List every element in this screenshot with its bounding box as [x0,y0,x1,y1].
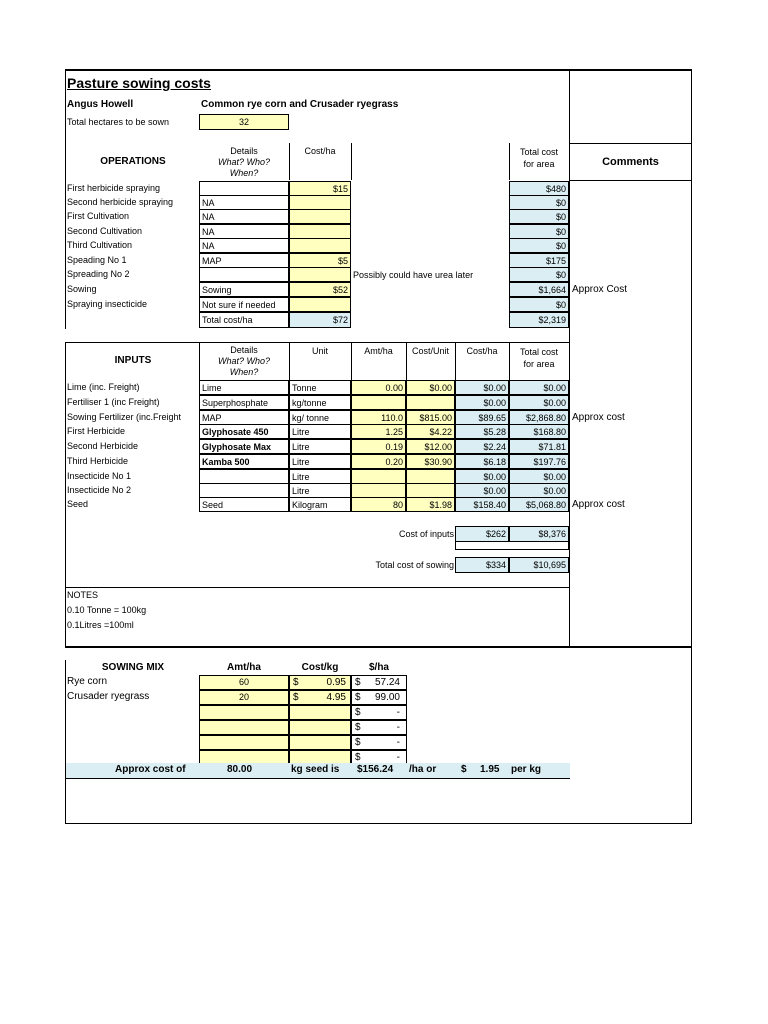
ops-row-cost[interactable]: $52 [289,282,351,297]
input-row-amt[interactable]: 80 [351,497,406,512]
input-row-unit[interactable]: Kilogram [289,497,351,512]
input-row-detail[interactable] [199,483,289,498]
input-row-cost-unit[interactable]: $12.00 [406,439,455,454]
input-row-detail[interactable]: Glyphosate Max [199,439,289,454]
mix-row-cost-cell[interactable] [289,705,351,720]
input-row-name: Lime (inc. Freight) [67,382,140,392]
ops-details-header [199,146,289,179]
ops-row-name: Spreading No 2 [67,269,130,279]
comments-header-line-top [569,143,692,144]
mix-row-amt[interactable] [199,720,289,735]
input-row-unit[interactable]: Litre [289,483,351,498]
mix-row-sha: - [396,707,400,718]
input-row-cost-ha: $158.40 [455,497,509,512]
input-row-cost-unit[interactable]: $0.00 [406,380,455,395]
ops-row-cost[interactable]: $15 [289,181,351,196]
cost-of-inputs-spacer [455,542,569,550]
mix-row-amt[interactable] [199,735,289,750]
notes-top-line [65,587,570,588]
frame-left-mid [65,342,66,647]
mix-row-sha: - [396,722,400,733]
ops-row-total: $0 [509,297,569,312]
summary-mid: kg seed is [291,764,340,775]
inputs-header-divider-0 [199,342,200,380]
input-row-cost-ha: $0.00 [455,380,509,395]
input-row-total: $197.76 [509,454,569,469]
inputs-total-header-1: Total cost [519,347,559,357]
input-row-total: $2,868.80 [509,410,569,425]
input-row-amt[interactable]: 110.0 [351,410,406,425]
inputs-cost-ha-header: Cost/ha [466,346,498,356]
input-row-detail[interactable]: Lime [199,380,289,395]
input-row-total: $5,068.80 [509,497,569,512]
input-row-unit[interactable]: kg/ tonne [289,410,351,425]
mix-row-sha-currency: $ [355,737,361,748]
input-row-name: Insecticide No 2 [67,485,132,495]
inputs-details-header-1: Details [230,345,258,355]
mix-row-sha-currency: $ [355,692,361,703]
input-row-cost-ha: $0.00 [455,395,509,410]
summary-per-kg: 1.95 [480,764,500,775]
ops-row-comment: Approx Cost [572,284,628,295]
input-row-name: Third Herbicide [67,456,129,466]
summary-label: Approx cost of [115,764,186,775]
ops-row-total: $1,664 [509,282,569,297]
comments-header: Comments [602,156,659,168]
ops-row-detail[interactable]: NA [199,195,289,210]
ops-row-name: Third Cultivation [67,240,133,250]
input-row-detail[interactable] [199,469,289,484]
input-row-detail[interactable]: Seed [199,497,289,512]
input-row-amt[interactable]: 0.00 [351,380,406,395]
ops-total-cost-ha: $72 [289,312,351,328]
mix-row-sha-currency: $ [355,707,361,718]
mix-amt-header: Amt/ha [227,662,261,673]
cost-of-inputs-ha: $262 [455,526,509,542]
ops-row-detail[interactable]: Not sure if needed [199,297,289,312]
input-row-detail[interactable]: MAP [199,410,289,425]
ops-total-label: Total cost/ha [199,312,289,328]
mix-row-amt[interactable]: 20 [199,690,289,705]
ops-row-total: $0 [509,267,569,282]
notes-line-1: 0.10 Tonne = 100kg [67,605,147,615]
input-row-unit[interactable]: Litre [289,454,351,469]
cost-of-inputs-total: $8,376 [509,526,569,542]
inputs-amt-header: Amt/ha [364,346,393,356]
input-row-cost-ha: $0.00 [455,469,509,484]
ops-row-cost[interactable]: $5 [289,253,351,268]
notes-line-2: 0.1Litres =100ml [67,620,134,630]
total-sowing-total: $10,695 [509,557,569,573]
ops-row-name: Second herbicide spraying [67,197,174,207]
hectares-label: Total hectares to be sown [67,117,170,127]
mix-row-sha: - [396,752,400,763]
ops-details-header-2: What? Who? [217,157,271,167]
page-title: Pasture sowing costs [67,75,211,91]
ops-row-name: Spraying insecticide [67,299,148,309]
ops-cost-header: Cost/ha [304,146,336,156]
mix-row-currency: $ [293,677,299,688]
ops-row-detail[interactable]: NA [199,209,289,224]
input-row-name: Second Herbicide [67,441,139,451]
input-row-total: $0.00 [509,380,569,395]
ops-row-cost[interactable] [289,224,351,239]
ops-row-detail[interactable] [199,267,289,282]
ops-row-detail[interactable] [199,181,289,196]
mix-row-cost: 0.95 [326,677,346,688]
input-row-unit[interactable]: Litre [289,469,351,484]
frame-bottom [65,823,692,824]
ops-row-name: Sowing [67,284,97,294]
input-row-amt[interactable]: 0.20 [351,454,406,469]
ops-total-cost-area: $2,319 [509,312,569,328]
input-row-unit[interactable]: Litre [289,424,351,439]
input-row-total: $168.80 [509,424,569,439]
input-row-name: Fertiliser 1 (inc Freight) [67,397,160,407]
mix-row-cost-cell[interactable] [289,690,351,705]
comments-header-line-bottom [569,180,692,181]
input-row-cost-unit[interactable] [406,395,455,410]
inputs-total-header [509,346,569,370]
inputs-details-header-2: What? Who? [217,356,271,366]
mix-cost-header: Cost/kg [301,662,339,673]
mix-row-sha-cell [351,705,407,720]
input-row-cost-ha: $0.00 [455,483,509,498]
mix-row-sha: - [396,737,400,748]
input-row-unit[interactable]: Litre [289,439,351,454]
input-row-unit[interactable]: Tonne [289,380,351,395]
input-row-detail[interactable]: Superphosphate [199,395,289,410]
ops-row-cost[interactable] [289,267,351,282]
input-row-name: Insecticide No 1 [67,471,132,481]
summary-currency: $ [461,764,467,775]
total-sowing-ha: $334 [455,557,509,573]
urea-note: Possibly could have urea later [353,270,474,280]
inputs-cost-unit-header: Cost/Unit [411,346,449,356]
ops-details-header-3: When? [229,168,259,178]
ops-row-name: Speading No 1 [67,255,127,265]
mix-row-name: Crusader ryegrass [67,691,150,702]
input-row-cost-ha: $6.18 [455,454,509,469]
farmer-name: Angus Howell [67,99,134,110]
input-row-amt[interactable]: 1.25 [351,424,406,439]
frame-left-top [65,69,66,329]
notes-heading: NOTES [67,590,99,600]
ops-row-cost[interactable] [289,238,351,253]
mix-row-sha: 99.00 [374,692,400,703]
ops-row-name: First Cultivation [67,211,130,221]
inputs-details-header [199,345,289,378]
input-row-detail[interactable]: Kamba 500 [199,454,289,469]
input-row-detail[interactable]: Glyphosate 450 [199,424,289,439]
mix-row-sha-cell [351,675,407,690]
hectares-input[interactable]: 32 [199,114,289,130]
input-row-total: $0.00 [509,483,569,498]
inputs-details-header-3: When? [229,367,259,377]
inputs-unit-header: Unit [311,346,328,356]
ops-row-cost[interactable] [289,209,351,224]
input-row-amt[interactable] [351,395,406,410]
input-row-cost-ha: $5.28 [455,424,509,439]
mix-row-sha-currency: $ [355,722,361,733]
ops-row-total: $175 [509,253,569,268]
ops-row-detail[interactable]: MAP [199,253,289,268]
mix-row-currency: $ [293,692,299,703]
ops-row-total: $0 [509,238,569,253]
input-row-total: $71.81 [509,439,569,454]
mix-top-line [65,646,692,648]
sowing-mix-heading: SOWING MIX [101,662,165,673]
frame-right [691,69,692,824]
mix-row-cost-cell[interactable] [289,735,351,750]
frame-top [65,69,692,71]
input-row-name: First Herbicide [67,426,126,436]
mix-row-cost-cell[interactable] [289,675,351,690]
input-row-total: $0.00 [509,469,569,484]
inputs-total-header-2: for area [523,359,555,369]
inputs-heading: INPUTS [114,355,152,366]
input-row-cost-unit[interactable]: $30.90 [406,454,455,469]
ops-details-header-1: Details [230,146,258,156]
input-row-amt[interactable] [351,469,406,484]
frame-left-bottom [65,660,66,824]
summary-ha-or: /ha or [409,764,437,775]
mix-row-amt[interactable] [199,705,289,720]
mix-row-cost-cell[interactable] [289,720,351,735]
input-row-name: Seed [67,499,89,509]
ops-row-detail[interactable]: Sowing [199,282,289,297]
ops-row-total: $0 [509,224,569,239]
input-row-cost-unit[interactable] [406,483,455,498]
input-row-cost-unit[interactable]: $815.00 [406,410,455,425]
input-row-cost-ha: $2.24 [455,439,509,454]
cost-of-inputs-label: Cost of inputs [398,529,454,539]
input-row-cost-unit[interactable] [406,469,455,484]
summary-kg: 80.00 [227,764,253,775]
ops-row-total: $0 [509,209,569,224]
input-row-name: Sowing Fertilizer (inc.Freight [67,412,182,422]
ops-row-cost[interactable] [289,297,351,312]
mix-row-cost: 4.95 [326,692,346,703]
input-row-unit[interactable]: kg/tonne [289,395,351,410]
mix-row-sha: 57.24 [374,677,400,688]
mix-row-sha-cell [351,690,407,705]
input-row-amt[interactable] [351,483,406,498]
ops-total-header-1: Total cost [519,147,559,157]
summary-per-ha: $156.24 [357,764,394,775]
ops-row-total: $480 [509,181,569,196]
operations-heading: OPERATIONS [100,156,166,167]
ops-row-detail[interactable]: NA [199,224,289,239]
mix-row-sha-currency: $ [355,677,361,688]
ops-row-detail[interactable]: NA [199,238,289,253]
input-row-cost-ha: $89.65 [455,410,509,425]
mix-row-name: Rye corn [67,676,108,687]
crop-description: Common rye corn and Crusader ryegrass [201,99,399,110]
ops-row-total: $0 [509,195,569,210]
total-sowing-label: Total cost of sowing [375,560,454,570]
mix-row-sha-currency: $ [355,752,361,763]
mix-row-sha-cell [351,735,407,750]
mix-sha-header: $/ha [368,662,389,673]
input-row-cost-unit[interactable]: $1.98 [406,497,455,512]
mix-row-amt[interactable]: 60 [199,675,289,690]
input-row-amt[interactable]: 0.19 [351,439,406,454]
summary-per-kg-label: per kg [511,764,542,775]
input-row-comment: Approx cost [572,412,625,423]
ops-total-header-2: for area [523,159,555,169]
input-row-cost-unit[interactable]: $4.22 [406,424,455,439]
ops-total-header [509,146,569,170]
ops-row-name: Second Cultivation [67,226,143,236]
mix-row-sha-cell [351,720,407,735]
inputs-top-line [65,342,570,343]
input-row-comment: Approx cost [572,499,625,510]
input-row-total: $0.00 [509,395,569,410]
mix-bottom-line [65,778,570,779]
ops-row-cost[interactable] [289,195,351,210]
ops-header-divider-2 [351,143,352,180]
ops-row-name: First herbicide spraying [67,183,161,193]
